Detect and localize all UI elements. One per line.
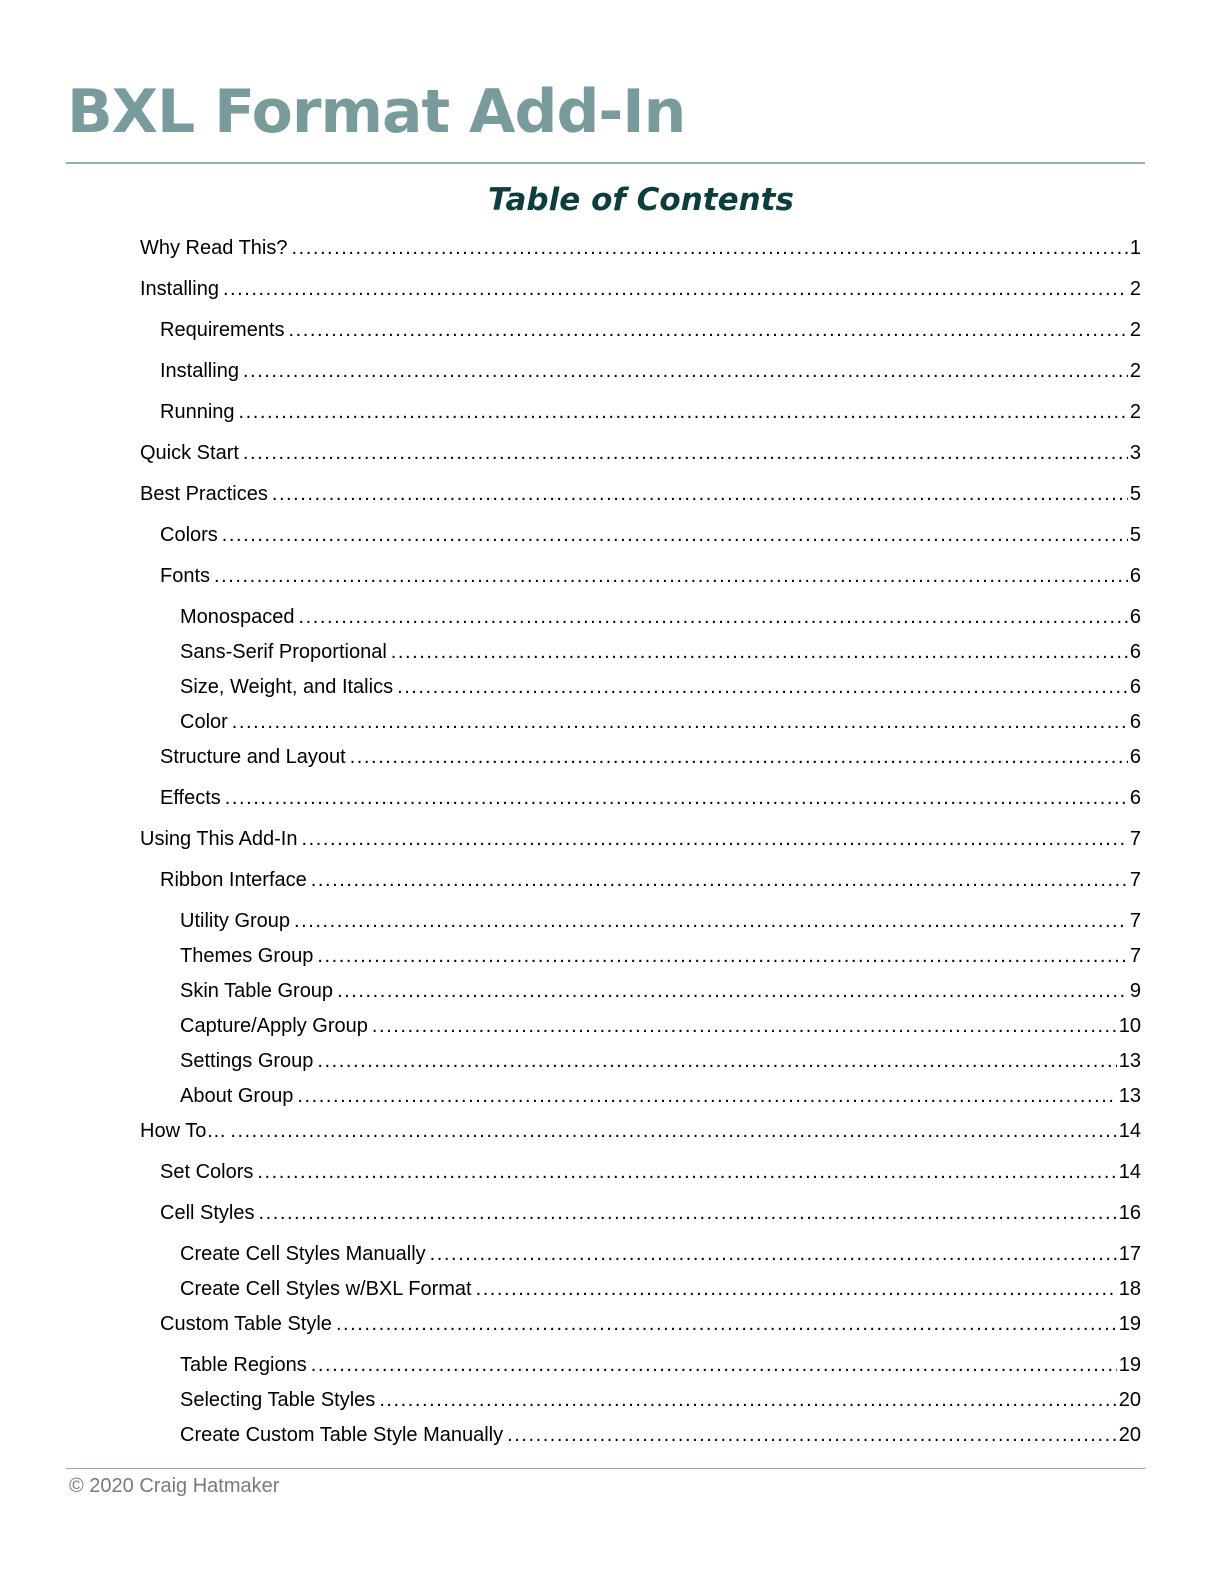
- toc-entry-label: About Group: [180, 1085, 294, 1107]
- toc-entry-label: Color: [180, 711, 228, 733]
- copyright-footer: © 2020 Craig Hatmaker: [69, 1475, 280, 1497]
- toc-entry-page-number: 19: [1118, 1313, 1141, 1335]
- toc-entry[interactable]: [180, 1081, 1141, 1111]
- toc-entry-page-number: 18: [1118, 1278, 1141, 1300]
- toc-entry-label: Themes Group: [180, 945, 314, 967]
- toc-entry[interactable]: [180, 906, 1141, 936]
- toc-entry-label: Size, Weight, and Italics: [180, 676, 394, 698]
- dot-leader: [302, 824, 1128, 854]
- toc-entry-page-number: 16: [1118, 1202, 1141, 1224]
- toc-entry[interactable]: [160, 397, 1141, 427]
- toc-entry[interactable]: [160, 315, 1141, 345]
- toc-entry-page-number: 13: [1118, 1085, 1141, 1107]
- toc-entry-label: Settings Group: [180, 1050, 314, 1072]
- toc-entry-page-number: 1: [1129, 237, 1141, 259]
- toc-entry-page-number: 2: [1129, 278, 1141, 300]
- toc-entry-page-number: 13: [1118, 1050, 1141, 1072]
- toc-entry[interactable]: [140, 438, 1141, 468]
- dot-leader: [311, 865, 1128, 895]
- toc-entry[interactable]: [180, 976, 1141, 1006]
- toc-entry-page-number: 6: [1129, 711, 1141, 733]
- toc-entry[interactable]: [140, 274, 1141, 304]
- toc-entry[interactable]: [180, 941, 1141, 971]
- toc-entry-label: Monospaced: [180, 606, 295, 628]
- footer-divider: [66, 1468, 1145, 1469]
- toc-entry[interactable]: [160, 1309, 1141, 1339]
- toc-entry-label: Quick Start: [140, 442, 239, 464]
- toc-entry-page-number: 6: [1129, 606, 1141, 628]
- toc-entry-label: Capture/Apply Group: [180, 1015, 368, 1037]
- toc-entry-label: Requirements: [160, 319, 285, 341]
- toc-entry-label: Why Read This?: [140, 237, 288, 259]
- toc-entry-label: Best Practices: [140, 483, 268, 505]
- dot-leader: [317, 941, 1127, 971]
- dot-leader: [297, 1081, 1116, 1111]
- dot-leader: [294, 906, 1128, 936]
- toc-entry-label: Installing: [140, 278, 219, 300]
- toc-entry-label: Running: [160, 401, 235, 423]
- toc-entry-label: Effects: [160, 787, 221, 809]
- toc-entry-page-number: 2: [1129, 401, 1141, 423]
- toc-entry[interactable]: [180, 1239, 1141, 1269]
- toc-entry[interactable]: [160, 865, 1141, 895]
- dot-leader: [243, 438, 1128, 468]
- toc-entry-page-number: 5: [1129, 524, 1141, 546]
- dot-leader: [337, 976, 1128, 1006]
- dot-leader: [243, 356, 1128, 386]
- toc-entry-page-number: 6: [1129, 641, 1141, 663]
- toc-entry-page-number: 20: [1118, 1424, 1141, 1446]
- dot-leader: [476, 1274, 1117, 1304]
- toc-entry[interactable]: [160, 561, 1141, 591]
- toc-entry-page-number: 7: [1129, 910, 1141, 932]
- toc-entry-page-number: 7: [1129, 869, 1141, 891]
- toc-entry[interactable]: [180, 672, 1141, 702]
- toc-entry-page-number: 7: [1129, 828, 1141, 850]
- toc-entry[interactable]: [160, 1198, 1141, 1228]
- toc-entry-label: Sans-Serif Proportional: [180, 641, 387, 663]
- toc-entry-page-number: 3: [1129, 442, 1141, 464]
- toc-entry-page-number: 7: [1129, 945, 1141, 967]
- toc-entry-label: Fonts: [160, 565, 211, 587]
- dot-leader: [225, 783, 1128, 813]
- dot-leader: [391, 637, 1128, 667]
- toc-entry-label: Set Colors: [160, 1161, 254, 1183]
- toc-entry-label: Using This Add-In: [140, 828, 298, 850]
- toc-entry-label: Utility Group: [180, 910, 291, 932]
- dot-leader: [239, 397, 1128, 427]
- dot-leader: [350, 742, 1128, 772]
- dot-leader: [257, 1157, 1116, 1187]
- toc-entry-page-number: 6: [1129, 565, 1141, 587]
- toc-entry-label: Create Custom Table Style Manually: [180, 1424, 504, 1446]
- toc-entry-page-number: 5: [1129, 483, 1141, 505]
- dot-leader: [336, 1309, 1117, 1339]
- toc-entry[interactable]: [140, 1116, 1141, 1146]
- toc-entry-page-number: 14: [1118, 1120, 1141, 1142]
- toc-entry[interactable]: [160, 356, 1141, 386]
- toc-entry[interactable]: [180, 1011, 1141, 1041]
- toc-entry-page-number: 6: [1129, 676, 1141, 698]
- dot-leader: [372, 1011, 1117, 1041]
- dot-leader: [230, 1116, 1116, 1146]
- toc-entry-label: Create Cell Styles w/BXL Format: [180, 1278, 472, 1300]
- dot-leader: [507, 1420, 1117, 1450]
- toc-entry-label: Create Cell Styles Manually: [180, 1243, 426, 1265]
- dot-leader: [214, 561, 1128, 591]
- dot-leader: [317, 1046, 1116, 1076]
- toc-entry-label: Structure and Layout: [160, 746, 346, 768]
- toc-entry-page-number: 14: [1118, 1161, 1141, 1183]
- dot-leader: [379, 1385, 1116, 1415]
- toc-entry-page-number: 17: [1118, 1243, 1141, 1265]
- toc-entry[interactable]: [180, 1420, 1141, 1450]
- toc-entry-page-number: 20: [1118, 1389, 1141, 1411]
- toc-entry[interactable]: [180, 1385, 1141, 1415]
- dot-leader: [299, 602, 1128, 632]
- toc-entry[interactable]: [140, 479, 1141, 509]
- toc-entry-label: Ribbon Interface: [160, 869, 307, 891]
- toc-entry[interactable]: [160, 520, 1141, 550]
- toc-entry-label: Selecting Table Styles: [180, 1389, 376, 1411]
- dot-leader: [291, 233, 1127, 263]
- toc-entry-label: Skin Table Group: [180, 980, 334, 1002]
- toc-entry[interactable]: [140, 824, 1141, 854]
- toc-entry[interactable]: [180, 602, 1141, 632]
- dot-leader: [272, 479, 1128, 509]
- toc-entry[interactable]: [160, 742, 1141, 772]
- toc-entry-page-number: 19: [1118, 1354, 1141, 1376]
- toc-entry[interactable]: [180, 1046, 1141, 1076]
- dot-leader: [311, 1350, 1117, 1380]
- toc-entry-label: Custom Table Style: [160, 1313, 332, 1335]
- dot-leader: [289, 315, 1128, 345]
- toc-entry-label: How To…: [140, 1120, 227, 1142]
- toc-entry-page-number: 2: [1129, 319, 1141, 341]
- document-title: BXL Format Add-In: [67, 77, 686, 147]
- dot-leader: [232, 707, 1128, 737]
- toc-entry-label: Cell Styles: [160, 1202, 255, 1224]
- toc-entry[interactable]: [180, 1350, 1141, 1380]
- dot-leader: [223, 274, 1128, 304]
- toc-entry[interactable]: [180, 637, 1141, 667]
- dot-leader: [258, 1198, 1116, 1228]
- toc-entry[interactable]: [160, 783, 1141, 813]
- toc-entry-page-number: 2: [1129, 360, 1141, 382]
- toc-entry-page-number: 10: [1118, 1015, 1141, 1037]
- dot-leader: [222, 520, 1128, 550]
- toc-entry-page-number: 9: [1129, 980, 1141, 1002]
- toc-entry[interactable]: [180, 1274, 1141, 1304]
- toc-entry-label: Colors: [160, 524, 218, 546]
- toc-entry-label: Table Regions: [180, 1354, 307, 1376]
- dot-leader: [430, 1239, 1117, 1269]
- toc-entry-page-number: 6: [1129, 746, 1141, 768]
- dot-leader: [397, 672, 1128, 702]
- toc-entry[interactable]: [180, 707, 1141, 737]
- toc-entry[interactable]: [160, 1157, 1141, 1187]
- toc-entry-page-number: 6: [1129, 787, 1141, 809]
- toc-heading: Table of Contents: [488, 182, 794, 218]
- toc-entry-label: Installing: [160, 360, 239, 382]
- toc-entry[interactable]: [140, 233, 1141, 263]
